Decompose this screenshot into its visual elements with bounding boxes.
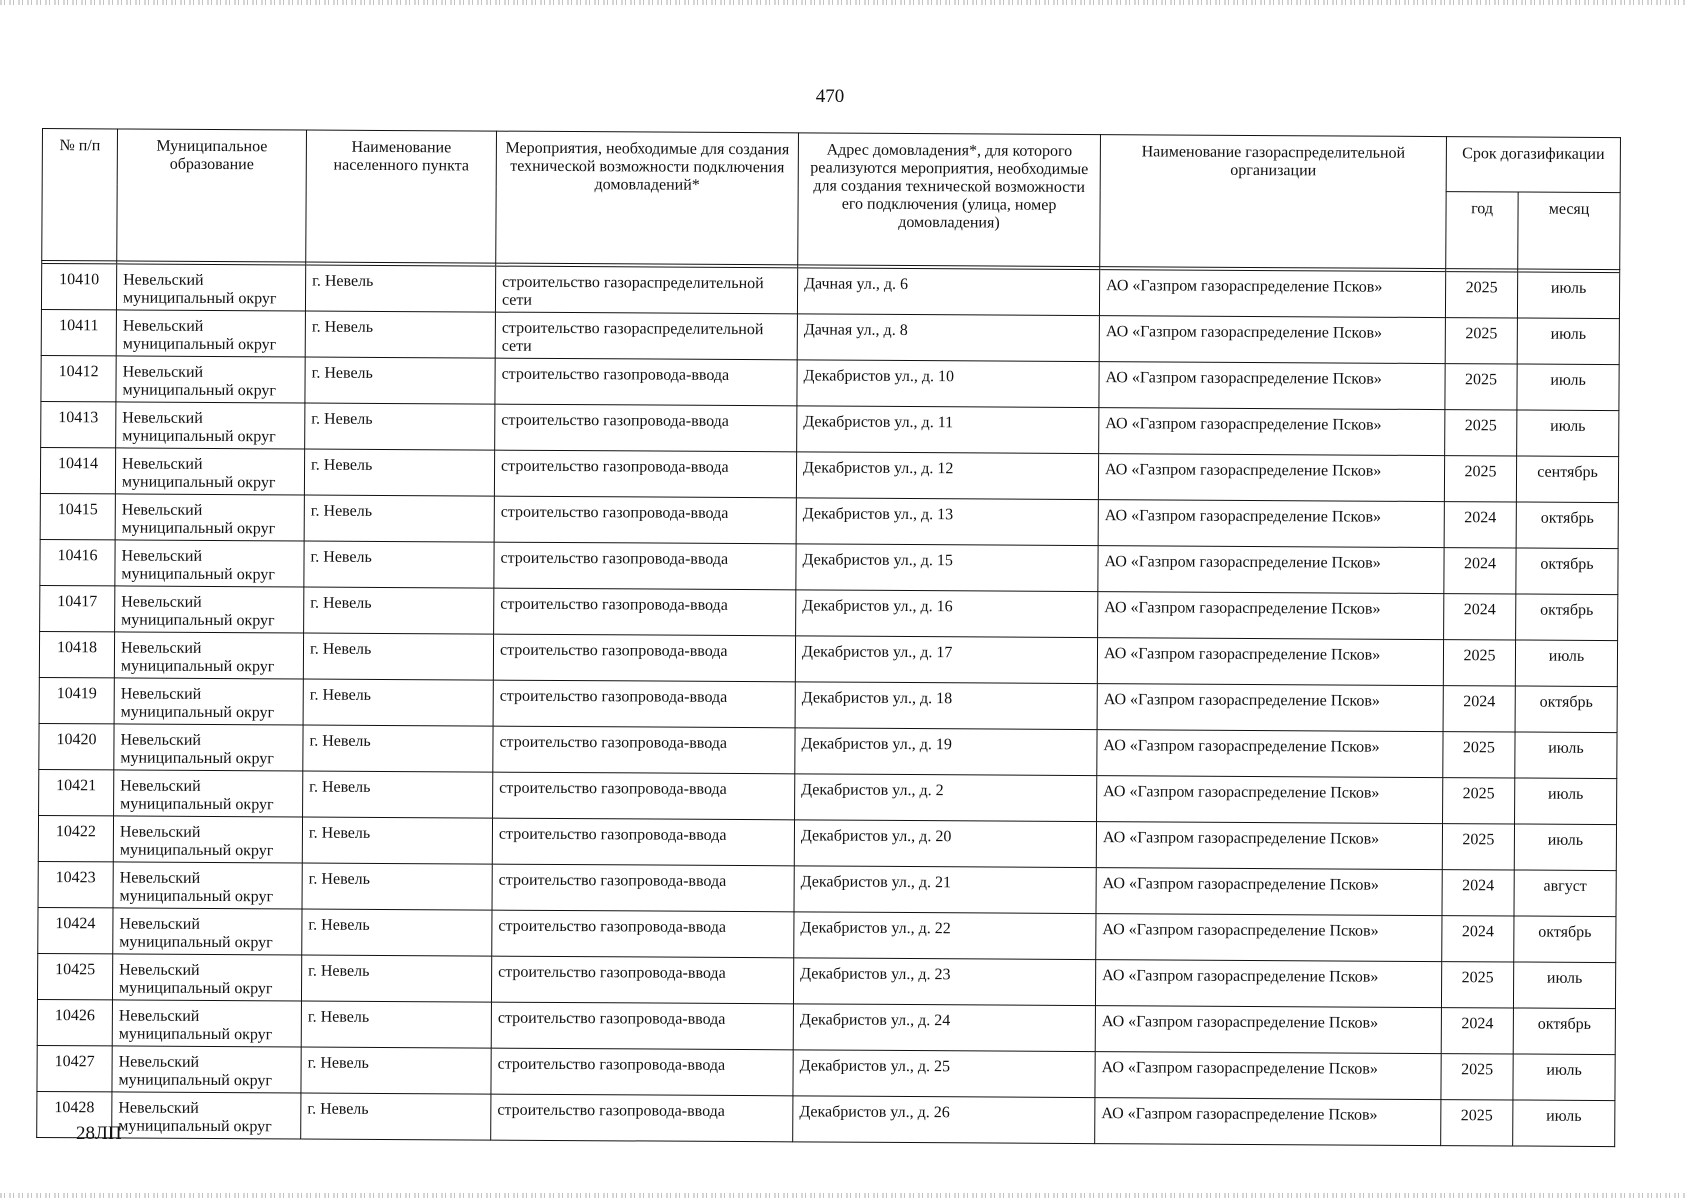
cell-settlement: г. Невель	[301, 1093, 491, 1140]
cell-num: 10412	[41, 355, 116, 401]
cell-address: Декабристов ул., д. 26	[793, 1096, 1095, 1144]
cell-settlement: г. Невель	[303, 725, 493, 772]
cell-measure: строительство газопровода-ввода	[494, 496, 796, 544]
header-settlement: Наименование населенного пункта	[306, 130, 497, 263]
cell-settlement: г. Невель	[302, 863, 492, 910]
cell-address: Декабристов ул., д. 21	[794, 866, 1096, 914]
header-address: Адрес домовладения*, для которого реализуются мероприятия, необходимые для создания технической возможности его подключения (улица, номер домовладения)	[798, 133, 1101, 267]
cell-month: июль	[1517, 272, 1619, 319]
cell-municipality: Невельский муниципальный округ	[116, 310, 305, 357]
cell-num: 10410	[41, 264, 116, 310]
gasification-table	[36, 128, 1621, 1147]
cell-organization: АО «Газпром газораспределение Псков»	[1099, 362, 1445, 410]
cell-measure: строительство газопровода-ввода	[494, 542, 796, 590]
cell-month: июль	[1513, 962, 1615, 1009]
cell-organization: АО «Газпром газораспределение Псков»	[1095, 1006, 1441, 1054]
cell-month: июль	[1517, 318, 1619, 365]
cell-num: 10426	[37, 999, 112, 1045]
header-measures: Мероприятия, необходимые для создания технической возможности подключения домовладений*	[496, 131, 799, 265]
cell-year: 2024	[1443, 686, 1515, 732]
page-number: 470	[815, 86, 845, 107]
cell-address: Декабристов ул., д. 20	[794, 820, 1096, 868]
cell-measure: строительство газопровода-ввода	[492, 864, 794, 912]
cell-organization: АО «Газпром газораспределение Псков»	[1096, 868, 1442, 916]
cell-month: октябрь	[1514, 916, 1616, 963]
cell-address: Декабристов ул., д. 13	[796, 498, 1098, 546]
cell-measure: строительство газопровода-ввода	[493, 726, 795, 774]
cell-num: 10420	[39, 723, 114, 769]
cell-organization: АО «Газпром газораспределение Псков»	[1098, 546, 1444, 594]
cell-measure: строительство газопровода-ввода	[492, 818, 794, 866]
cell-year: 2025	[1444, 456, 1516, 502]
cell-municipality: Невельский муниципальный округ	[116, 402, 305, 449]
cell-settlement: г. Невель	[305, 403, 495, 450]
cell-settlement: г. Невель	[303, 633, 493, 680]
cell-municipality: Невельский муниципальный округ	[112, 954, 301, 1001]
cell-settlement: г. Невель	[304, 449, 494, 496]
cell-month: июль	[1517, 410, 1619, 457]
cell-num: 10428	[37, 1091, 112, 1137]
cell-year: 2024	[1442, 916, 1514, 962]
cell-measure: строительство газораспределительной сети	[495, 312, 797, 360]
cell-num: 10421	[39, 769, 114, 815]
cell-settlement: г. Невель	[305, 265, 495, 312]
cell-organization: АО «Газпром газораспределение Псков»	[1099, 270, 1445, 318]
cell-measure: строительство газопровода-ввода	[492, 910, 794, 958]
cell-measure: строительство газопровода-ввода	[493, 772, 795, 820]
cell-settlement: г. Невель	[304, 541, 494, 588]
cell-measure: строительство газопровода-ввода	[495, 404, 797, 452]
cell-num: 10425	[37, 953, 112, 999]
table-row	[37, 1091, 1615, 1146]
cell-organization: АО «Газпром газораспределение Псков»	[1098, 500, 1444, 548]
cell-address: Декабристов ул., д. 25	[793, 1050, 1095, 1098]
cell-settlement: г. Невель	[301, 955, 491, 1002]
cell-num: 10427	[37, 1045, 112, 1091]
cell-municipality: Невельский муниципальный округ	[115, 448, 304, 495]
cell-month: июль	[1515, 640, 1617, 687]
cell-settlement: г. Невель	[301, 1001, 491, 1048]
cell-organization: АО «Газпром газораспределение Псков»	[1097, 638, 1443, 686]
cell-year: 2025	[1443, 640, 1515, 686]
cell-organization: АО «Газпром газораспределение Псков»	[1098, 592, 1444, 640]
cell-num: 10424	[38, 907, 113, 953]
cell-municipality: Невельский муниципальный округ	[116, 264, 305, 311]
cell-month: октябрь	[1516, 594, 1618, 641]
cell-municipality: Невельский муниципальный округ	[114, 678, 303, 725]
cell-year: 2025	[1441, 1100, 1513, 1146]
cell-measure: строительство газопровода-ввода	[494, 450, 796, 498]
cell-settlement: г. Невель	[302, 909, 492, 956]
cell-num: 10413	[41, 401, 116, 447]
cell-year: 2024	[1444, 502, 1516, 548]
cell-organization: АО «Газпром газораспределение Псков»	[1099, 316, 1445, 364]
cell-measure: строительство газопровода-ввода	[491, 1002, 793, 1050]
cell-settlement: г. Невель	[304, 587, 494, 634]
cell-year: 2025	[1442, 824, 1514, 870]
cell-settlement: г. Невель	[303, 771, 493, 818]
cell-num: 10418	[39, 631, 114, 677]
cell-municipality: Невельский муниципальный округ	[112, 1000, 301, 1047]
cell-num: 10417	[40, 585, 115, 631]
cell-organization: АО «Газпром газораспределение Псков»	[1095, 1098, 1441, 1146]
cell-organization: АО «Газпром газораспределение Псков»	[1098, 454, 1444, 502]
cell-month: июль	[1513, 1100, 1615, 1147]
cell-municipality: Невельский муниципальный округ	[113, 862, 302, 909]
cell-organization: АО «Газпром газораспределение Псков»	[1097, 730, 1443, 778]
cell-measure: строительство газопровода-ввода	[491, 1048, 793, 1096]
scan-edge-top	[0, 0, 1686, 5]
cell-measure: строительство газопровода-ввода	[494, 588, 796, 636]
cell-num: 10411	[41, 309, 116, 355]
cell-municipality: Невельский муниципальный округ	[115, 494, 304, 541]
cell-settlement: г. Невель	[304, 495, 494, 542]
cell-year: 2025	[1445, 364, 1517, 410]
cell-address: Дачная ул., д. 6	[797, 268, 1099, 316]
cell-municipality: Невельский муниципальный округ	[115, 540, 304, 587]
cell-month: октябрь	[1515, 686, 1617, 733]
cell-month: июль	[1515, 778, 1617, 825]
cell-num: 10415	[40, 493, 115, 539]
cell-address: Декабристов ул., д. 12	[796, 452, 1098, 500]
cell-municipality: Невельский муниципальный округ	[114, 724, 303, 771]
cell-measure: строительство газораспределительной сети	[495, 266, 797, 314]
cell-month: июль	[1517, 364, 1619, 411]
header-municipality: Муниципальное образование	[117, 129, 307, 262]
header-num: № п/п	[42, 129, 118, 261]
cell-municipality: Невельский муниципальный округ	[114, 770, 303, 817]
cell-municipality: Невельский муниципальный округ	[116, 356, 305, 403]
cell-month: октябрь	[1513, 1008, 1615, 1055]
cell-year: 2025	[1445, 318, 1517, 364]
document-code: 28ЛП	[76, 1123, 122, 1144]
cell-year: 2024	[1444, 548, 1516, 594]
cell-num: 10419	[39, 677, 114, 723]
cell-year: 2025	[1443, 778, 1515, 824]
cell-organization: АО «Газпром газораспределение Псков»	[1095, 1052, 1441, 1100]
scan-edge-bottom	[0, 1193, 1686, 1198]
cell-measure: строительство газопровода-ввода	[493, 634, 795, 682]
cell-settlement: г. Невель	[303, 679, 493, 726]
cell-month: сентябрь	[1516, 456, 1618, 503]
cell-num: 10414	[40, 447, 115, 493]
cell-year: 2025	[1441, 1054, 1513, 1100]
cell-organization: АО «Газпром газораспределение Псков»	[1096, 822, 1442, 870]
cell-settlement: г. Невель	[305, 357, 495, 404]
cell-address: Декабристов ул., д. 24	[793, 1004, 1095, 1052]
cell-measure: строительство газопровода-ввода	[493, 680, 795, 728]
cell-month: август	[1514, 870, 1616, 917]
cell-address: Декабристов ул., д. 2	[795, 774, 1097, 822]
cell-year: 2025	[1441, 962, 1513, 1008]
cell-organization: АО «Газпром газораспределение Псков»	[1096, 914, 1442, 962]
cell-address: Декабристов ул., д. 11	[797, 406, 1099, 454]
cell-settlement: г. Невель	[305, 311, 495, 358]
cell-municipality: Невельский муниципальный округ	[115, 586, 304, 633]
cell-municipality: Невельский муниципальный округ	[112, 1092, 301, 1139]
cell-num: 10416	[40, 539, 115, 585]
cell-organization: АО «Газпром газораспределение Псков»	[1099, 408, 1445, 456]
cell-year: 2025	[1445, 272, 1517, 318]
cell-measure: строительство газопровода-ввода	[491, 956, 793, 1004]
cell-measure: строительство газопровода-ввода	[495, 358, 797, 406]
cell-settlement: г. Невель	[301, 1047, 491, 1094]
cell-organization: АО «Газпром газораспределение Псков»	[1097, 776, 1443, 824]
header-year: год	[1446, 192, 1518, 269]
header-month: месяц	[1518, 192, 1620, 270]
cell-organization: АО «Газпром газораспределение Псков»	[1095, 960, 1441, 1008]
header-organization: Наименование газораспределительной организации	[1100, 135, 1447, 269]
header-term: Срок догазификации	[1446, 137, 1620, 193]
cell-month: октябрь	[1516, 502, 1618, 549]
cell-year: 2024	[1444, 594, 1516, 640]
cell-address: Декабристов ул., д. 17	[795, 636, 1097, 684]
table-header	[42, 129, 1621, 273]
cell-municipality: Невельский муниципальный округ	[113, 908, 302, 955]
cell-organization: АО «Газпром газораспределение Псков»	[1097, 684, 1443, 732]
cell-address: Декабристов ул., д. 23	[793, 958, 1095, 1006]
cell-num: 10423	[38, 861, 113, 907]
cell-year: 2024	[1441, 1008, 1513, 1054]
cell-year: 2025	[1443, 732, 1515, 778]
cell-address: Дачная ул., д. 8	[797, 314, 1099, 362]
cell-month: октябрь	[1516, 548, 1618, 595]
cell-address: Декабристов ул., д. 15	[796, 544, 1098, 592]
cell-month: июль	[1515, 732, 1617, 779]
cell-address: Декабристов ул., д. 18	[795, 682, 1097, 730]
table-body	[37, 264, 1620, 1147]
cell-municipality: Невельский муниципальный округ	[113, 816, 302, 863]
cell-address: Декабристов ул., д. 16	[796, 590, 1098, 638]
cell-municipality: Невельский муниципальный округ	[114, 632, 303, 679]
cell-month: июль	[1513, 1054, 1615, 1101]
cell-year: 2025	[1445, 410, 1517, 456]
cell-address: Декабристов ул., д. 19	[795, 728, 1097, 776]
cell-settlement: г. Невель	[302, 817, 492, 864]
cell-address: Декабристов ул., д. 22	[794, 912, 1096, 960]
cell-municipality: Невельский муниципальный округ	[112, 1046, 301, 1093]
cell-year: 2024	[1442, 870, 1514, 916]
cell-address: Декабристов ул., д. 10	[797, 360, 1099, 408]
cell-month: июль	[1514, 824, 1616, 871]
cell-measure: строительство газопровода-ввода	[491, 1094, 793, 1142]
cell-num: 10422	[38, 815, 113, 861]
